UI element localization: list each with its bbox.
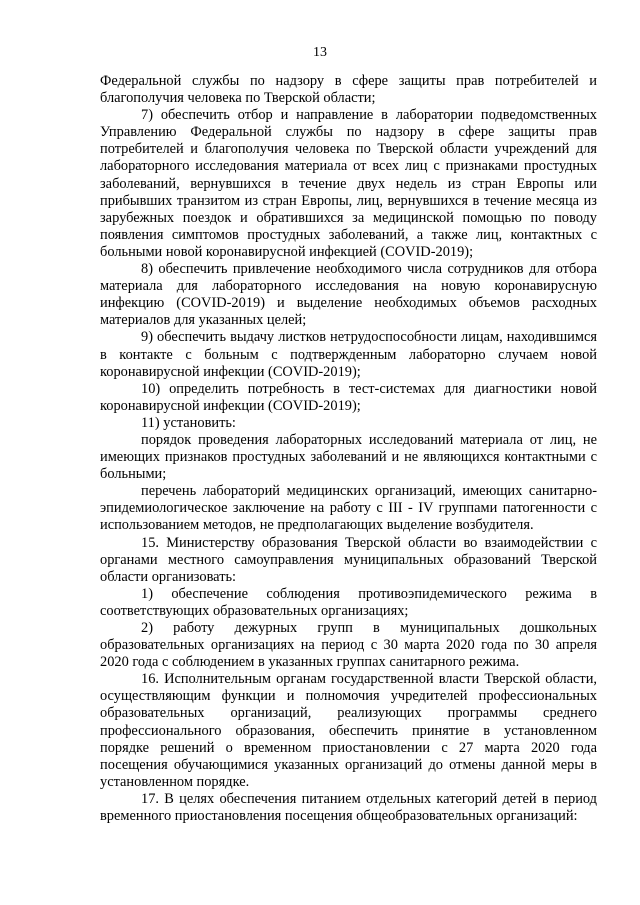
paragraph-section-15-item-2: 2) работу дежурных групп в муниципальных дошкольных образовательных организациях на период с 30 марта 2020 года по 30 апреля 2020 года с соблюдением в указанных группах санитарного режима.: [100, 620, 597, 671]
paragraph-item-7: 7) обеспечить отбор и направление в лаборатории подведомственных Управлению Федеральной службы по надзору в сфере защиты прав потребителей и благополучия человека по Тверской области учреждений для лабораторного исследования материала от всех лиц с признаками простудных заболеваний, вернувшихся в течение двух недель из стран Европы или прибывших транзитом из стран Европы, лиц, вернувшихся в течение месяца из зарубежных поездок и обратившихся за медицинской помощью по поводу появления симптомов простудных заболеваний, а также лиц, контактных с больными новой коронавирусной инфекцией (COVID-2019);: [100, 107, 597, 260]
document-body: [100, 73, 597, 825]
paragraph-item-11-laboratory-list: перечень лабораторий медицинских организаций, имеющих санитарно-эпидемиологическое заключение на работу с III - IV группами патогенности с использованием методов, не предполагающих выделение возбудителя.: [100, 483, 597, 534]
paragraph-item-9: 9) обеспечить выдачу листков нетрудоспособности лицам, находившимся в контакте с больным с подтвержденным лабораторно случаем новой коронавирусной инфекции (COVID-2019);: [100, 329, 597, 380]
paragraph-section-15: 15. Министерству образования Тверской области во взаимодействии с органами местного самоуправления муниципальных образований Тверской области организовать:: [100, 534, 597, 585]
paragraph-item-11: 11) установить:: [141, 414, 236, 431]
paragraph-item-8: 8) обеспечить привлечение необходимого числа сотрудников для отбора материала для лабораторного исследования на новую коронавирусную инфекцию (COVID-2019) и выделение необходимых объемов расходных материалов для указанных целей;: [100, 261, 597, 329]
paragraph-item-11-procedure: порядок проведения лабораторных исследований материала от лиц, не имеющих признаков простудных заболеваний и не являющихся контактными с больными;: [100, 431, 597, 483]
paragraph-section-16: 16. Исполнительным органам государственной власти Тверской области, осуществляющим функции и полномочия учредителей профессиональных образовательных организаций, реализующих программы среднего профессионального образования, обеспечить принятие в установленном порядке решений о временном приостановлении с 27 марта 2020 года посещения обучающимися указанных организаций до отмены данной меры в установленном порядке.: [100, 671, 597, 790]
page-number: 13: [313, 45, 327, 60]
paragraph-section-17: 17. В целях обеспечения питанием отдельных категорий детей в период временного приостановления посещения общеобразовательных организаций:: [100, 790, 597, 825]
paragraph-section-15-item-1: 1) обеспечение соблюдения противоэпидемического режима в соответствующих образовательных организациях;: [100, 585, 597, 619]
paragraph-item-10: 10) определить потребность в тест-системах для диагностики новой коронавирусной инфекции (COVID-2019);: [100, 380, 597, 414]
paragraph-continuation: Федеральной службы по надзору в сфере защиты прав потребителей и благополучия человека по Тверской области;: [100, 73, 597, 107]
